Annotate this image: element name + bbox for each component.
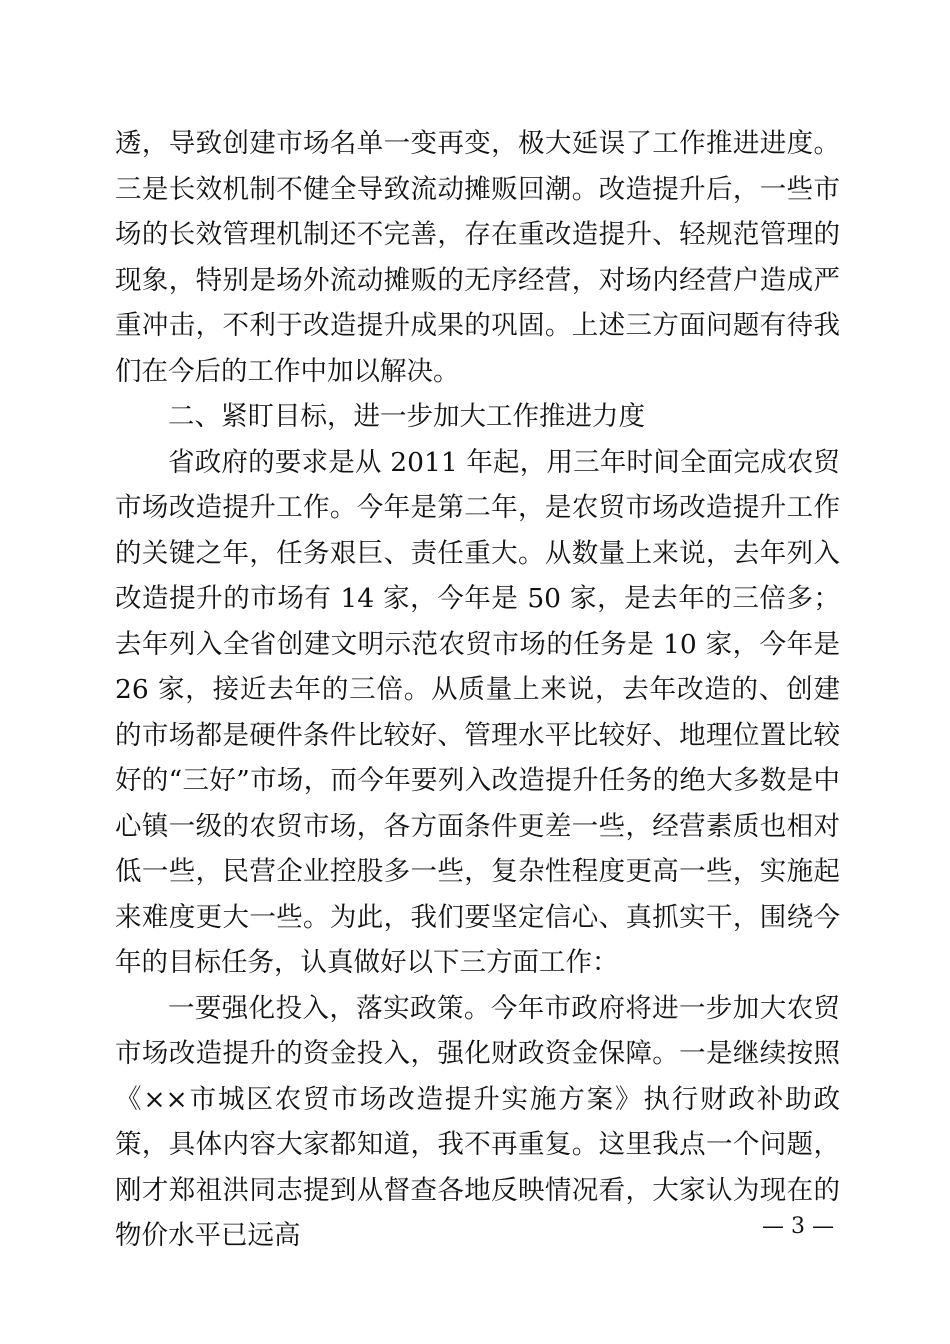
paragraph-targets: 省政府的要求是从 2011 年起，用三年时间全面完成农贸市场改造提升工作。今年是第二年，是农贸市场改造提升工作的关键之年，任务艰巨、责任重大。从数量上来说，去年列入改造提升的市场有 14 家，今年是 50 家，是去年的三倍多；去年列入全省创建文明示范农贸市场的任务是 10 家，今年是 26 家，接近去年的三倍。从质量上来说，去年改造的、创建的市场都是硬件条件比较好、管理水平比较好、地理位置比较好的“三好”市场，而今年要列入改造提升任务的绝大多数是中心镇一级的农贸市场，各方面条件更差一些，经营素质也相对低一些，民营企业控股多一些，复杂性程度更高一些，实施起来难度更大一些。为此，我们要坚定信心、真抓实干，围绕今年的目标任务，认真做好以下三方面工作： bbox=[115, 446, 840, 978]
paragraph-investment: 一要强化投入，落实政策。今年市政府将进一步加大农贸市场改造提升的资金投入，强化财政资金保障。一是继续按照《××市城区农贸市场改造提升实施方案》执行财政补助政策，具体内容大家都知道，我不再重复。这里我点一个问题，刚才郑祖洪同志提到从督查各地反映情况看，大家认为现在的物价水平已远高 bbox=[115, 992, 840, 1251]
paragraph-continuation: 透，导致创建市场名单一变再变，极大延误了工作推进进度。三是长效机制不健全导致流动摊贩回潮。改造提升后，一些市场的长效管理机制还不完善，存在重改造提升、轻规范管理的现象，特别是场外流动摊贩的无序经营，对场内经营户造成严重冲击，不利于改造提升成果的巩固。上述三方面问题有待我们在今后的工作中加以解决。 bbox=[115, 128, 840, 387]
document-body bbox=[115, 121, 840, 1259]
section-heading: 二、紧盯目标，进一步加大工作推进力度 bbox=[168, 401, 645, 432]
page-number: — 3 — bbox=[762, 1214, 834, 1239]
